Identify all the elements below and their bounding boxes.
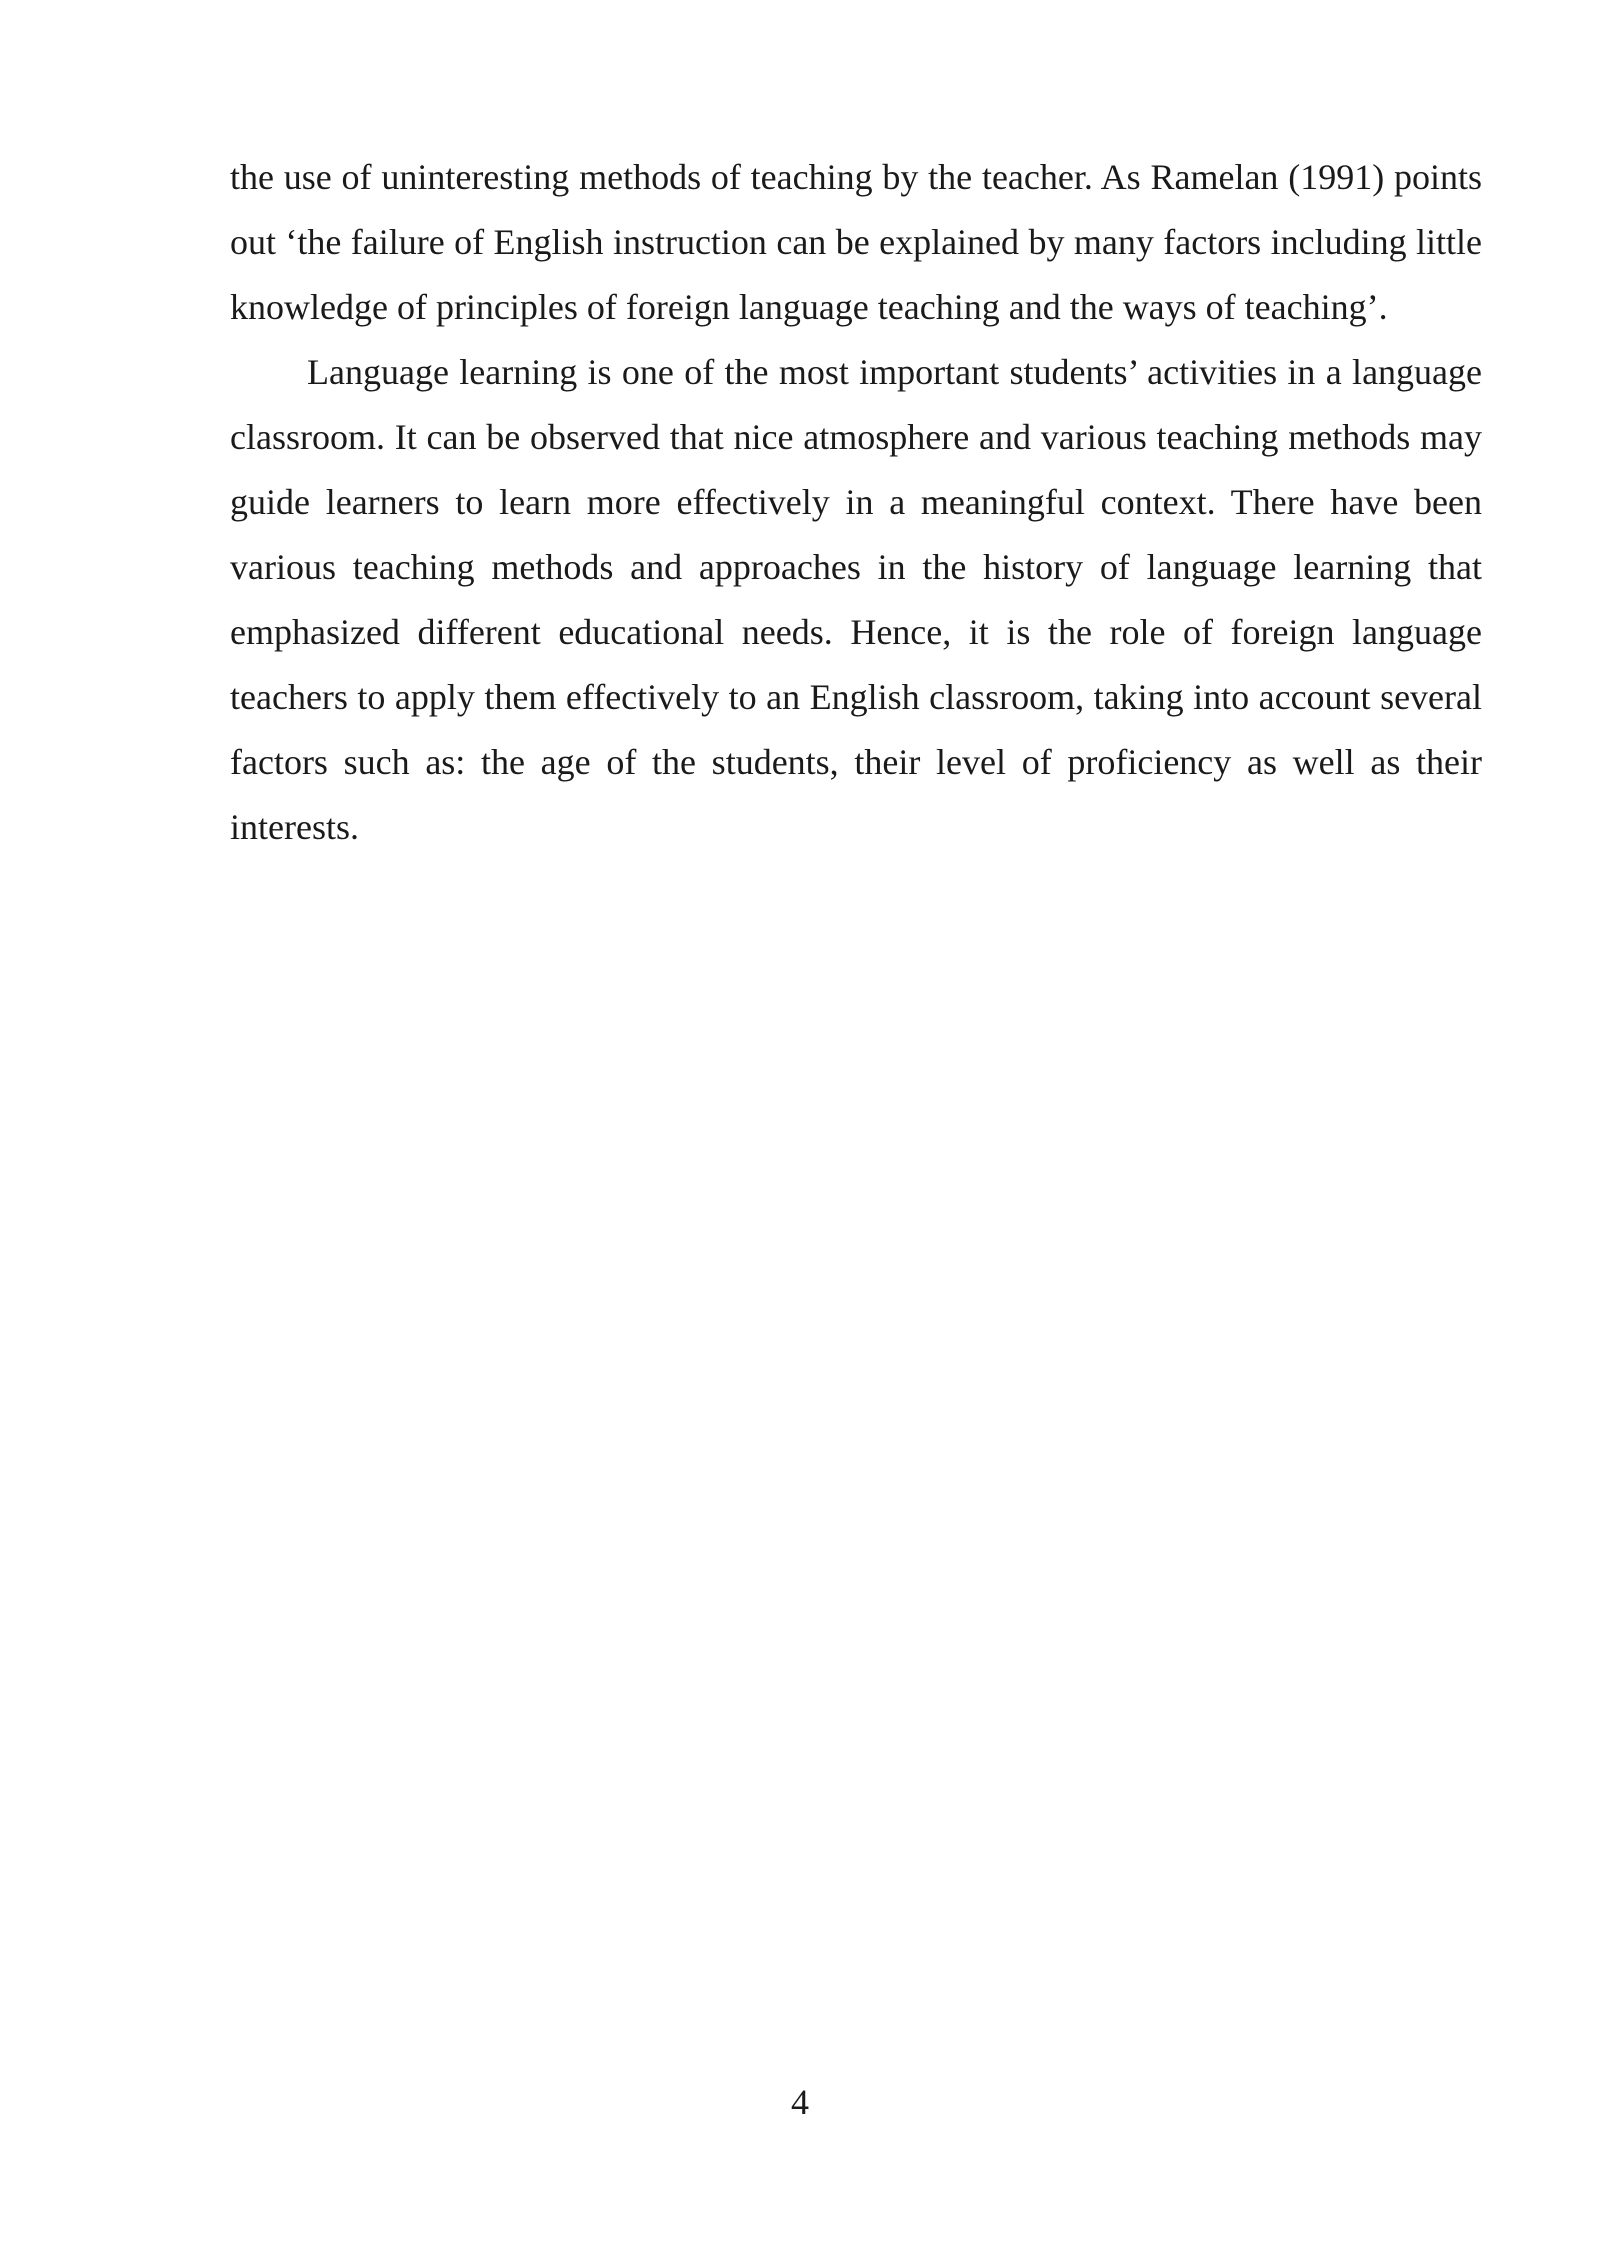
paragraph-language-learning: Language learning is one of the most important students’ activities in a language classroom. It can be observed that nice atmosphere and various teaching methods may guide learners to learn more effectively in a meaningful context. There have been various teaching methods and approaches in the history of language learning that emphasized different educational needs. Hence, it is the role of foreign language teachers to apply them effectively to an English classroom, taking into account several factors such as: the age of the students, their level of proficiency as well as their interests.	[230, 352, 1482, 847]
page-number: 4	[791, 2082, 809, 2122]
body-text	[230, 145, 1482, 860]
paragraph-continuation: the use of uninteresting methods of teaching by the teacher. As Ramelan (1991) points out ‘the failure of English instruction can be explained by many factors including little knowledge of principles of foreign language teaching and the ways of teaching’.	[230, 157, 1482, 327]
